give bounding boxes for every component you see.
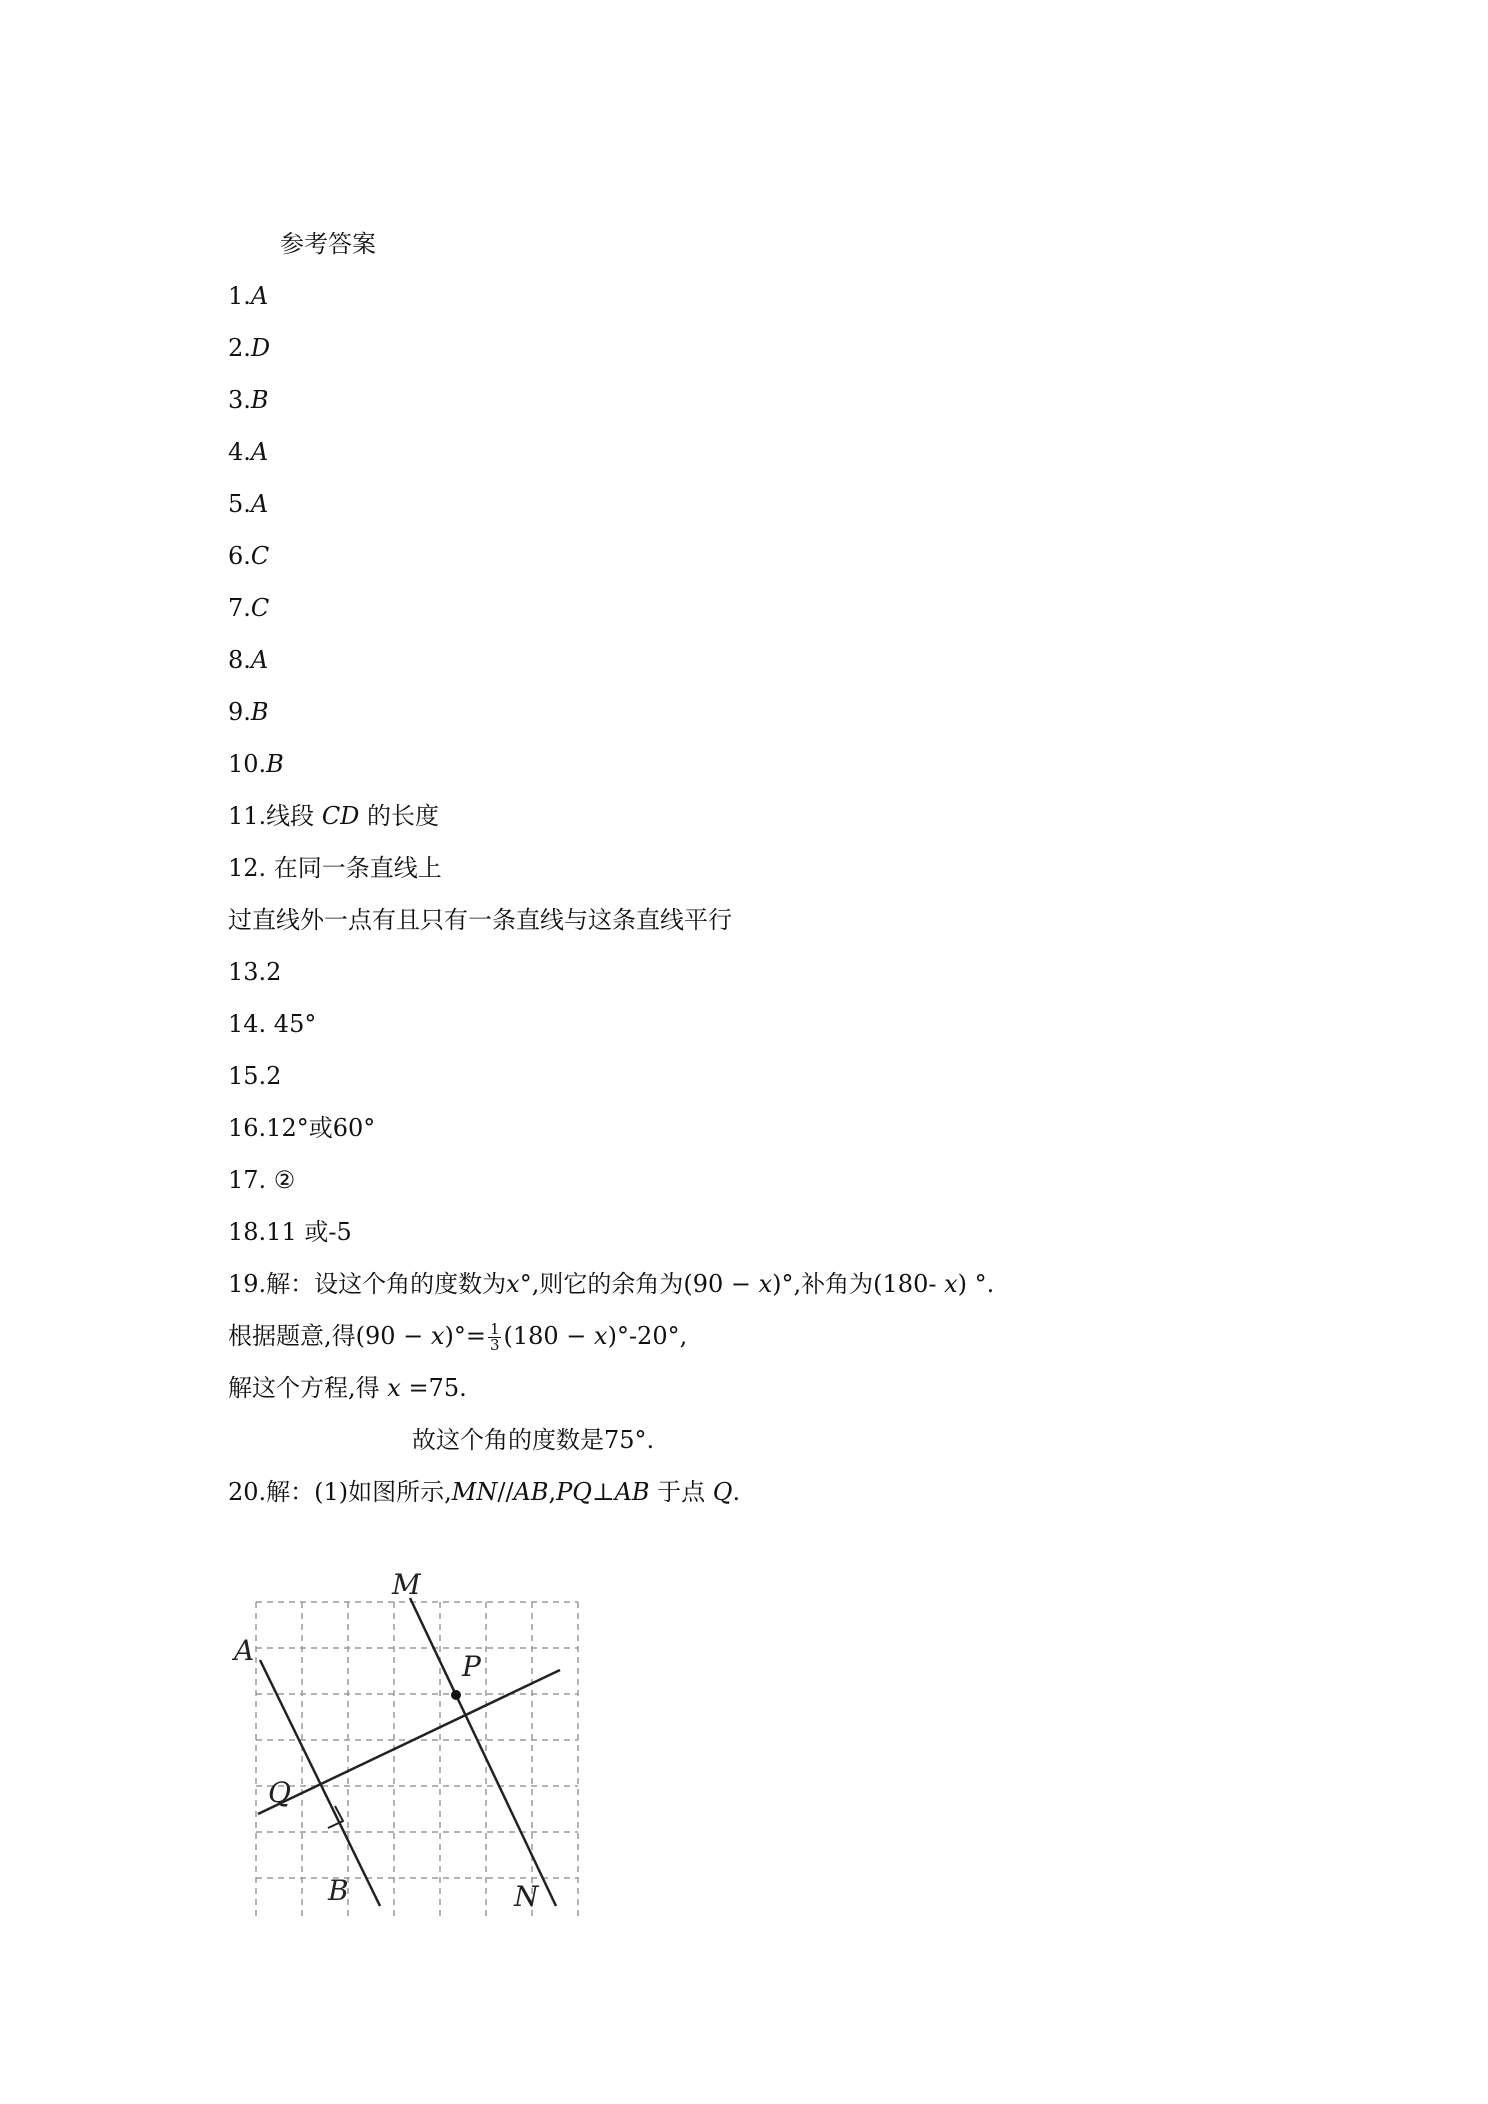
fraction-one-third: $\frac{1}{3}$: [489, 1320, 500, 1354]
answer-15: 15.2: [228, 1062, 282, 1090]
answer-5: 5.A: [228, 490, 269, 518]
answer-12-line2: 过直线外一点有且只有一条直线与这条直线平行: [228, 906, 732, 934]
answer-2: 2.D: [228, 334, 271, 362]
heading: 参考答案: [280, 230, 376, 258]
label-a: A: [234, 1634, 255, 1667]
answer-1: 1.A: [228, 282, 269, 310]
answer-14: 14. 45°: [228, 1010, 317, 1038]
label-m: M: [392, 1568, 421, 1601]
geometry-figure: [224, 1560, 584, 1920]
answer-16: 16.12°或60°: [228, 1114, 376, 1142]
label-n: N: [514, 1880, 539, 1913]
answer-13: 13.2: [228, 958, 282, 986]
answer-19-line1: 19.解：设这个角的度数为x°,则它的余角为(90 − x)°,补角为(180- x) °.: [228, 1270, 995, 1298]
answer-18: 18.11 或-5: [228, 1218, 352, 1246]
answer-8: 8.A: [228, 646, 269, 674]
answer-11: 11.线段 CD 的长度: [228, 802, 440, 830]
line-mn: [410, 1598, 556, 1906]
answer-20: 20.解：(1)如图所示,MN//AB,PQ⊥AB 于点 Q.: [228, 1478, 741, 1506]
lines: [258, 1598, 560, 1906]
label-p: P: [462, 1650, 481, 1683]
answer-19-line3: 解这个方程,得 x =75.: [228, 1374, 467, 1402]
answer-9: 9.B: [228, 698, 269, 726]
answer-3: 3.B: [228, 386, 269, 414]
answer-19-line2: 根据题意,得(90 − x)°= $\frac{1}{3}$ (180 − x)°-20°,: [228, 1320, 688, 1354]
answer-7: 7.C: [228, 594, 270, 622]
answer-19-line4: 故这个角的度数是75°.: [412, 1426, 655, 1454]
answer-17: 17. ②: [228, 1166, 296, 1194]
label-b: B: [328, 1874, 349, 1907]
point-p: [451, 1690, 461, 1700]
line-pq: [258, 1670, 560, 1814]
answer-4: 4.A: [228, 438, 269, 466]
label-q: Q: [268, 1776, 291, 1809]
answer-10: 10.B: [228, 750, 284, 778]
answer-6: 6.C: [228, 542, 270, 570]
grid: [256, 1602, 578, 1920]
answer-12-line1: 12. 在同一条直线上: [228, 854, 442, 882]
